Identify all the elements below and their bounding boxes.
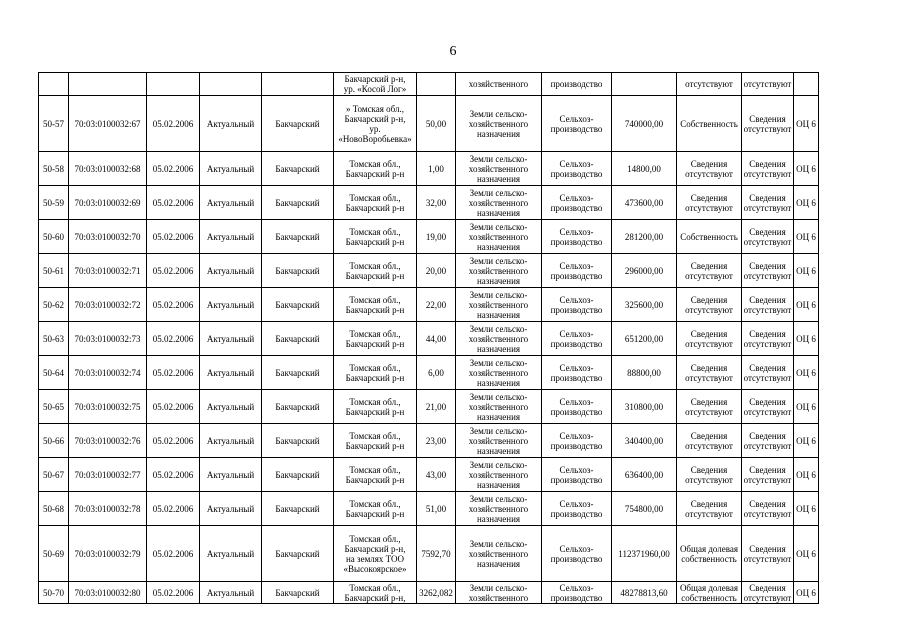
continuation-row (39, 73, 819, 96)
cell-encumbrance: Сведения отсутствуют (742, 390, 794, 424)
cell-date: 05.02.2006 (147, 322, 200, 356)
page-number: 6 (449, 44, 457, 59)
cell-number: 50-68 (39, 492, 69, 526)
cell-category: Земли сельско- хозяйственного назначения (456, 152, 542, 186)
cell-number: 50-58 (39, 152, 69, 186)
cell-area: 19,00 (417, 220, 456, 254)
cell-value: 310800,00 (612, 390, 677, 424)
cell-code: ОЦ 6 (794, 458, 819, 492)
cell-value: 48278813,60 (612, 582, 677, 604)
cell-status: Актуальный (200, 526, 262, 582)
cell-status: Актуальный (200, 322, 262, 356)
cell-location: Томская обл., Бакчарский р-н (334, 356, 417, 390)
cell-rights: Сведения отсутствуют (677, 254, 742, 288)
cell-district: Бакчарский (262, 356, 334, 390)
cell-status: Актуальный (200, 288, 262, 322)
cell-code: ОЦ 6 (794, 288, 819, 322)
cell-status: Актуальный (200, 96, 262, 152)
cell-rights: Сведения отсутствуют (677, 152, 742, 186)
cell-district: Бакчарский (262, 288, 334, 322)
cell-rights: Общая долевая собственность (677, 582, 742, 604)
cell-area: 6,00 (417, 356, 456, 390)
cell-location: Томская обл., Бакчарский р-н (334, 458, 417, 492)
table-row (39, 458, 819, 492)
cell-code: ОЦ 6 (794, 492, 819, 526)
cell-date: 05.02.2006 (147, 424, 200, 458)
cell-date: 05.02.2006 (147, 356, 200, 390)
cell-code: ОЦ 6 (794, 390, 819, 424)
cell-value: 14800,00 (612, 152, 677, 186)
cell-value: 740000,00 (612, 96, 677, 152)
cell-use: Сельхоз- производство (542, 390, 612, 424)
cell-rights: Собственность (677, 220, 742, 254)
cell-district: Бакчарский (262, 458, 334, 492)
cell-date: 05.02.2006 (147, 96, 200, 152)
cell-code: ОЦ 6 (794, 96, 819, 152)
table-row (39, 582, 819, 604)
cell-date: 05.02.2006 (147, 254, 200, 288)
cell-date: 05.02.2006 (147, 220, 200, 254)
cell-area: 32,00 (417, 186, 456, 220)
cell-category: Земли сельско- хозяйственного назначения (456, 254, 542, 288)
cell-status: Актуальный (200, 220, 262, 254)
cell-code: ОЦ 6 (794, 254, 819, 288)
cell-encumbrance: Сведения отсутствуют (742, 152, 794, 186)
cell-location: Томская обл., Бакчарский р-н, на землях ТОО «Высокоярское» (334, 526, 417, 582)
cell-code: ОЦ 6 (794, 322, 819, 356)
cell-category: Земли сельско- хозяйственного назначения (456, 424, 542, 458)
cell-district: Бакчарский (262, 186, 334, 220)
cell-status: Актуальный (200, 356, 262, 390)
cell-use: Сельхоз- производство (542, 526, 612, 582)
cell-value: 340400,00 (612, 424, 677, 458)
table-row (39, 96, 819, 152)
cell-number: 50-59 (39, 186, 69, 220)
cell-cadastral: 70:03:0100032:77 (69, 458, 147, 492)
cell-date: 05.02.2006 (147, 582, 200, 604)
cell-cadastral: 70:03:0100032:79 (69, 526, 147, 582)
cell-status: Актуальный (200, 186, 262, 220)
cell-category: Земли сельско- хозяйственного назначения (456, 356, 542, 390)
cell-date: 05.02.2006 (147, 288, 200, 322)
cell-cadastral: 70:03:0100032:80 (69, 582, 147, 604)
cell-area: 22,00 (417, 288, 456, 322)
cell-area: 43,00 (417, 458, 456, 492)
table-row (39, 390, 819, 424)
cell-code: ОЦ 6 (794, 186, 819, 220)
table-row (39, 492, 819, 526)
cell-area: 44,00 (417, 322, 456, 356)
cell-cadastral: 70:03:0100032:75 (69, 390, 147, 424)
cell-number: 50-64 (39, 356, 69, 390)
cell-rights: Сведения отсутствуют (677, 288, 742, 322)
cell-rights: Общая долевая собственность (677, 526, 742, 582)
cell-area: 3262,082 (417, 582, 456, 604)
cell-use: Сельхоз- производство (542, 96, 612, 152)
cell-category: Земли сельско- хозяйственного назначения (456, 288, 542, 322)
cell-cadastral: 70:03:0100032:74 (69, 356, 147, 390)
cell-area: 50,00 (417, 96, 456, 152)
cell-date: 05.02.2006 (147, 492, 200, 526)
cell-rights: Сведения отсутствуют (677, 356, 742, 390)
cell-encumbrance: Сведения отсутствуют (742, 288, 794, 322)
cell-rights: Сведения отсутствуют (677, 322, 742, 356)
cell-code: ОЦ 6 (794, 220, 819, 254)
cell-code: ОЦ 6 (794, 356, 819, 390)
cell-value: 296000,00 (612, 254, 677, 288)
cell-location: Томская обл., Бакчарский р-н (334, 424, 417, 458)
cell-value: 325600,00 (612, 288, 677, 322)
cell-district: Бакчарский (262, 152, 334, 186)
land-plots-table (38, 72, 819, 604)
cell-number (39, 73, 69, 96)
cell-rights: Сведения отсутствуют (677, 458, 742, 492)
cell-area: 23,00 (417, 424, 456, 458)
cell-cadastral: 70:03:0100032:69 (69, 186, 147, 220)
table-row (39, 152, 819, 186)
cell-rights: Сведения отсутствуют (677, 424, 742, 458)
cell-district (262, 73, 334, 96)
cell-cadastral: 70:03:0100032:67 (69, 96, 147, 152)
cell-encumbrance: Сведения отсутствуют (742, 356, 794, 390)
cell-encumbrance: Сведения отсутствуют (742, 458, 794, 492)
cell-status: Актуальный (200, 254, 262, 288)
cell-use: Сельхоз- производство (542, 458, 612, 492)
cell-encumbrance: Сведения отсутствуют (742, 186, 794, 220)
cell-use: Сельхоз- производство (542, 220, 612, 254)
cell-cadastral: 70:03:0100032:78 (69, 492, 147, 526)
cell-rights: Сведения отсутствуют (677, 492, 742, 526)
cell-use: Сельхоз- производство (542, 322, 612, 356)
cell-encumbrance: Сведения отсутствуют (742, 424, 794, 458)
cell-cadastral: 70:03:0100032:76 (69, 424, 147, 458)
cell-district: Бакчарский (262, 390, 334, 424)
cell-number: 50-57 (39, 96, 69, 152)
cell-location: Бакчарский р-н, ур. «Косой Лог» (334, 73, 417, 96)
cell-code: ОЦ 6 (794, 424, 819, 458)
cell-category: Земли сельско- хозяйственного назначения (456, 220, 542, 254)
cell-number: 50-60 (39, 220, 69, 254)
cell-location: Томская обл., Бакчарский р-н (334, 152, 417, 186)
cell-status: Актуальный (200, 390, 262, 424)
cell-number: 50-61 (39, 254, 69, 288)
cell-value: 281200,00 (612, 220, 677, 254)
cell-status: Актуальный (200, 152, 262, 186)
table-row (39, 526, 819, 582)
cell-cadastral (69, 73, 147, 96)
table-row (39, 322, 819, 356)
cell-use: Сельхоз- производство (542, 492, 612, 526)
cell-district: Бакчарский (262, 220, 334, 254)
cell-category: Земли сельско- хозяйственного назначения (456, 526, 542, 582)
cell-area (417, 73, 456, 96)
cell-cadastral: 70:03:0100032:68 (69, 152, 147, 186)
cell-value: 651200,00 (612, 322, 677, 356)
cell-category: Земли сельско- хозяйственного назначения (456, 492, 542, 526)
cell-code: ОЦ 6 (794, 582, 819, 604)
cell-encumbrance: Сведения отсутствуют (742, 96, 794, 152)
cell-rights: Сведения отсутствуют (677, 186, 742, 220)
cell-encumbrance: Сведения отсутствуют (742, 220, 794, 254)
cell-district: Бакчарский (262, 424, 334, 458)
cell-value: 636400,00 (612, 458, 677, 492)
cell-number: 50-67 (39, 458, 69, 492)
cell-category: Земли сельско- хозяйственного назначения (456, 322, 542, 356)
cell-date: 05.02.2006 (147, 458, 200, 492)
cell-area: 20,00 (417, 254, 456, 288)
cell-code (794, 73, 819, 96)
cell-category: Земли сельско- хозяйственного (456, 582, 542, 604)
cell-encumbrance: Сведения отсутствуют (742, 492, 794, 526)
cell-number: 50-63 (39, 322, 69, 356)
cell-district: Бакчарский (262, 322, 334, 356)
cell-category: Земли сельско- хозяйственного назначения (456, 458, 542, 492)
cell-date: 05.02.2006 (147, 526, 200, 582)
cell-number: 50-65 (39, 390, 69, 424)
cell-number: 50-69 (39, 526, 69, 582)
cell-code: ОЦ 6 (794, 526, 819, 582)
cell-location: Томская обл., Бакчарский р-н (334, 322, 417, 356)
cell-category: хозяйственного (456, 73, 542, 96)
cell-cadastral: 70:03:0100032:72 (69, 288, 147, 322)
table-row (39, 356, 819, 390)
cell-date: 05.02.2006 (147, 186, 200, 220)
table-row (39, 186, 819, 220)
cell-status (200, 73, 262, 96)
cell-location: » Томская обл., Бакчарский р-н, ур. «НовоВоробьевка» (334, 96, 417, 152)
cell-use: Сельхоз- производство (542, 186, 612, 220)
cell-location: Томская обл., Бакчарский р-н (334, 390, 417, 424)
cell-value: 88800,00 (612, 356, 677, 390)
cell-district: Бакчарский (262, 526, 334, 582)
cell-area: 7592,70 (417, 526, 456, 582)
cell-cadastral: 70:03:0100032:71 (69, 254, 147, 288)
cell-date: 05.02.2006 (147, 390, 200, 424)
cell-location: Томская обл., Бакчарский р-н (334, 492, 417, 526)
cell-category: Земли сельско- хозяйственного назначения (456, 186, 542, 220)
cell-use: производство (542, 73, 612, 96)
cell-encumbrance: Сведения отсутствуют (742, 322, 794, 356)
cell-location: Томская обл., Бакчарский р-н (334, 254, 417, 288)
cell-encumbrance: Сведения отсутствуют (742, 582, 794, 604)
cell-status: Актуальный (200, 582, 262, 604)
cell-area: 51,00 (417, 492, 456, 526)
cell-code: ОЦ 6 (794, 152, 819, 186)
cell-number: 50-70 (39, 582, 69, 604)
cell-rights: Собственность (677, 96, 742, 152)
cell-use: Сельхоз- производство (542, 356, 612, 390)
cell-number: 50-62 (39, 288, 69, 322)
cell-location: Томская обл., Бакчарский р-н (334, 288, 417, 322)
cell-use: Сельхоз- производство (542, 152, 612, 186)
cell-status: Актуальный (200, 458, 262, 492)
cell-value: 754800,00 (612, 492, 677, 526)
cell-status: Актуальный (200, 424, 262, 458)
table-row (39, 424, 819, 458)
cell-date (147, 73, 200, 96)
cell-encumbrance: отсутствуют (742, 73, 794, 96)
table-row (39, 254, 819, 288)
cell-district: Бакчарский (262, 492, 334, 526)
cell-cadastral: 70:03:0100032:70 (69, 220, 147, 254)
cell-rights: Сведения отсутствуют (677, 390, 742, 424)
cell-district: Бакчарский (262, 96, 334, 152)
cell-location: Томская обл., Бакчарский р-н (334, 186, 417, 220)
cell-location: Томская обл., Бакчарский р-н (334, 220, 417, 254)
cell-use: Сельхоз- производство (542, 582, 612, 604)
table-row (39, 220, 819, 254)
cell-district: Бакчарский (262, 582, 334, 604)
table-row (39, 288, 819, 322)
cell-encumbrance: Сведения отсутствуют (742, 526, 794, 582)
cell-category: Земли сельско- хозяйственного назначения (456, 96, 542, 152)
cell-area: 21,00 (417, 390, 456, 424)
cell-area: 1,00 (417, 152, 456, 186)
cell-status: Актуальный (200, 492, 262, 526)
cell-value: 112371960,00 (612, 526, 677, 582)
cell-use: Сельхоз- производство (542, 254, 612, 288)
cell-category: Земли сельско- хозяйственного назначения (456, 390, 542, 424)
cell-rights: отсутствуют (677, 73, 742, 96)
cell-use: Сельхоз- производство (542, 288, 612, 322)
cell-encumbrance: Сведения отсутствуют (742, 254, 794, 288)
cell-number: 50-66 (39, 424, 69, 458)
cell-location: Томская обл., Бакчарский р-н, (334, 582, 417, 604)
cell-district: Бакчарский (262, 254, 334, 288)
cell-value: 473600,00 (612, 186, 677, 220)
cell-use: Сельхоз- производство (542, 424, 612, 458)
cell-date: 05.02.2006 (147, 152, 200, 186)
cell-value (612, 73, 677, 96)
cell-cadastral: 70:03:0100032:73 (69, 322, 147, 356)
